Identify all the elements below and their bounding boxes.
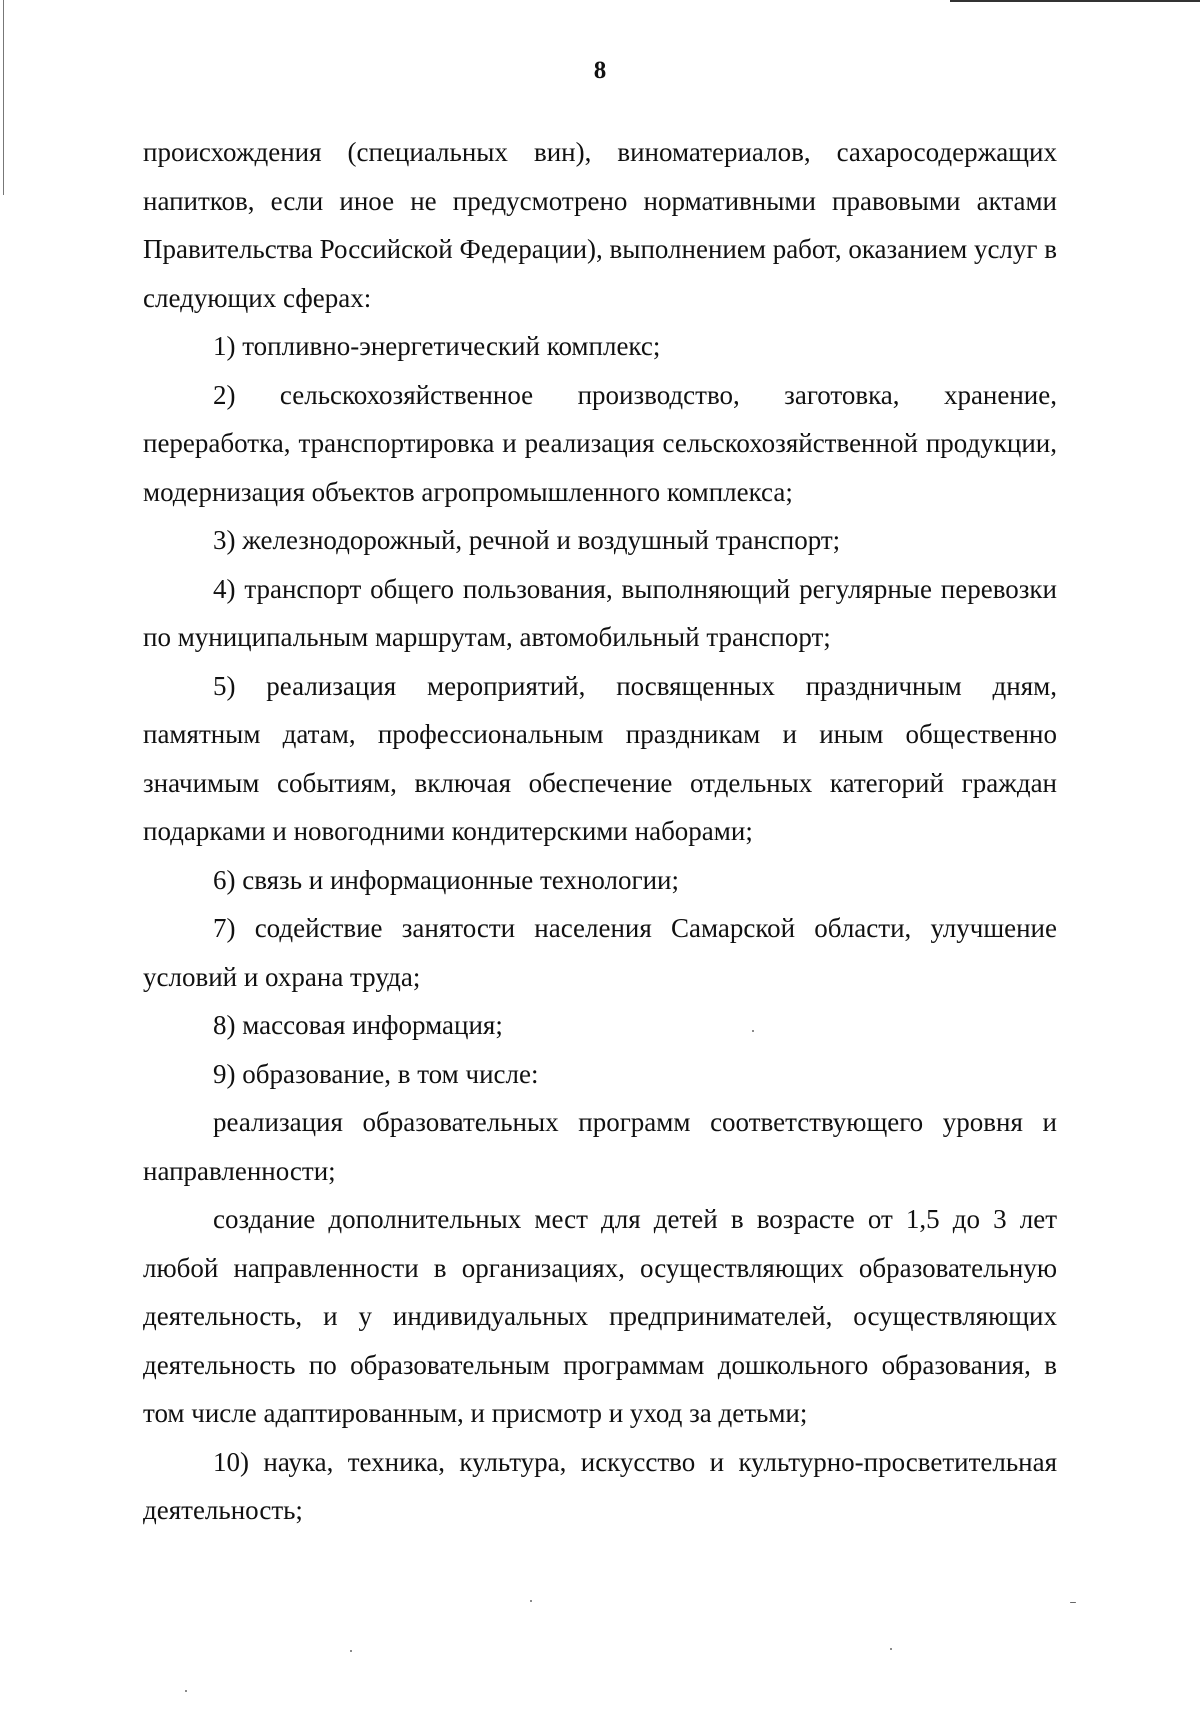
list-item: 2) сельскохозяйственное производство, заготовка, хранение, переработка, транспортировка и реализация сельскохозяйственной продукции, модернизация объектов агропромышленного комплекса;	[143, 379, 1057, 507]
list-item: 3) железнодорожный, речной и воздушный транспорт;	[213, 525, 841, 555]
list-item: 4) транспорт общего пользования, выполняющий регулярные перевозки по муниципальным маршрутам, автомобильный транспорт;	[143, 573, 1057, 652]
list-item: 6) связь и информационные технологии;	[213, 864, 679, 895]
list-item: 7) содействие занятости населения Самарской области, улучшение условий и охрана труда;	[143, 913, 1057, 992]
list-item: 9) образование, в том числе:	[213, 1058, 539, 1089]
scan-speck	[530, 1600, 532, 1602]
scan-edge-line	[950, 0, 1200, 2]
document-body	[143, 128, 1057, 1535]
sub-paragraph: создание дополнительных мест для детей в возрасте от 1,5 до 3 лет любой направленности в организациях, осуществляющих образовательную деятельность, и у индивидуальных предпринимателей, осуществляющих деятельность по образовательным программам дошкольного образования, в том числе адаптированным, и присмотр и уход за детьми;	[143, 1204, 1057, 1428]
list-item: 5) реализация мероприятий, посвященных праздничным дням, памятным датам, профессиональным праздникам и иным общественно значимым событиям, включая обеспечение отдельных категорий граждан подарками и новогодними кондитерскими наборами;	[143, 670, 1057, 846]
list-item: 10) наука, техника, культура, искусство и культурно-просветительная деятельность;	[143, 1446, 1057, 1525]
scan-speck	[752, 1030, 754, 1032]
scan-speck	[1070, 1602, 1076, 1603]
scan-speck	[890, 1648, 892, 1650]
list-item: 8) массовая информация;	[213, 1010, 503, 1040]
scan-edge-line	[3, 0, 4, 195]
paragraph: происхождения (специальных вин), виноматериалов, сахаросодержащих напитков, если иное не предусмотрено нормативными правовыми актами Правительства Российской Федерации), выполнением работ, оказанием услуг в следующих сферах:	[143, 137, 1057, 313]
list-item: 1) топливно-энергетический комплекс;	[213, 331, 661, 361]
page-number: 8	[593, 57, 607, 84]
scan-speck	[185, 1690, 187, 1692]
scan-speck	[350, 1650, 352, 1652]
sub-paragraph: реализация образовательных программ соответствующего уровня и направленности;	[143, 1107, 1057, 1186]
